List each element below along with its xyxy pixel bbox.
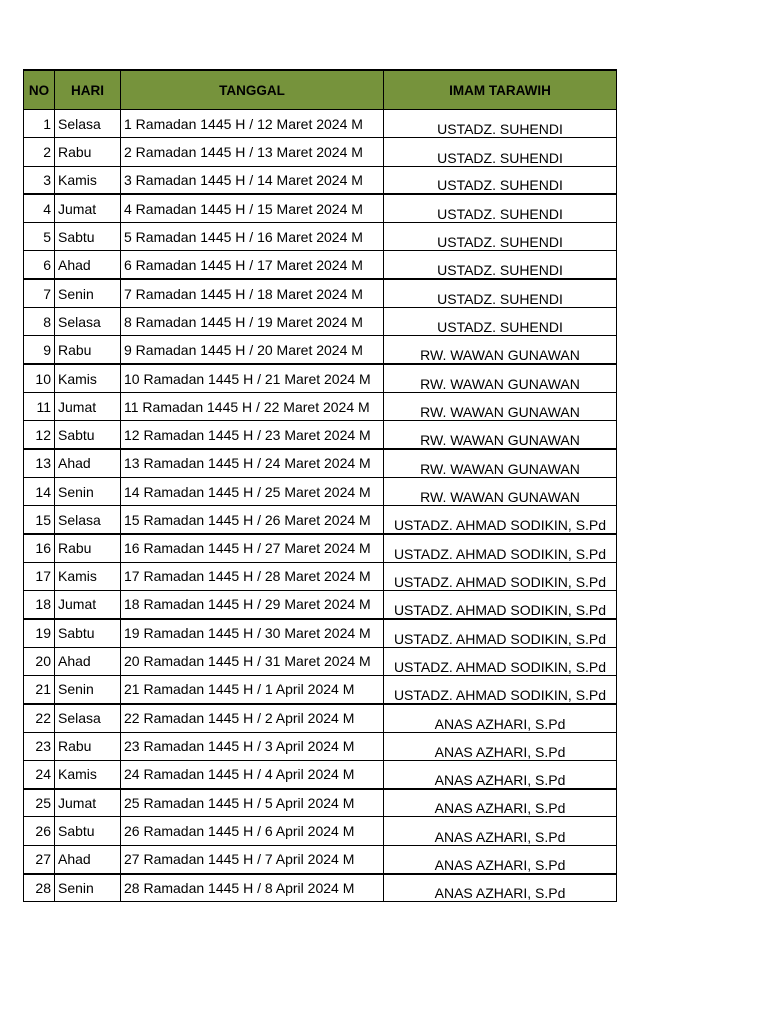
- row-date: 8 Ramadan 1445 H / 19 Maret 2024 M: [121, 308, 384, 336]
- row-day: Selasa: [55, 110, 121, 138]
- row-day: Rabu: [55, 336, 121, 364]
- row-date: 16 Ramadan 1445 H / 27 Maret 2024 M: [121, 534, 384, 562]
- row-number: 3: [24, 166, 55, 194]
- table-row: [24, 817, 617, 845]
- header-row: [24, 70, 617, 110]
- row-day: Jumat: [55, 789, 121, 817]
- row-day: Kamis: [55, 166, 121, 194]
- row-date: 14 Ramadan 1445 H / 25 Maret 2024 M: [121, 477, 384, 505]
- row-date: 26 Ramadan 1445 H / 6 April 2024 M: [121, 817, 384, 845]
- row-number: 2: [24, 138, 55, 166]
- row-date: 5 Ramadan 1445 H / 16 Maret 2024 M: [121, 223, 384, 251]
- row-date: 2 Ramadan 1445 H / 13 Maret 2024 M: [121, 138, 384, 166]
- row-day: Jumat: [55, 392, 121, 420]
- column-header-tanggal: TANGGAL: [121, 70, 384, 110]
- table-row: [24, 477, 617, 505]
- row-imam: USTADZ. SUHENDI: [384, 223, 617, 251]
- row-number: 6: [24, 251, 55, 279]
- row-imam: ANAS AZHARI, S.Pd: [384, 789, 617, 817]
- row-day: Senin: [55, 874, 121, 902]
- row-number: 28: [24, 874, 55, 902]
- row-date: 4 Ramadan 1445 H / 15 Maret 2024 M: [121, 194, 384, 222]
- row-imam: ANAS AZHARI, S.Pd: [384, 874, 617, 902]
- row-imam: USTADZ. AHMAD SODIKIN, S.Pd: [384, 647, 617, 675]
- row-imam: USTADZ. AHMAD SODIKIN, S.Pd: [384, 675, 617, 703]
- row-date: 6 Ramadan 1445 H / 17 Maret 2024 M: [121, 251, 384, 279]
- row-number: 5: [24, 223, 55, 251]
- row-date: 1 Ramadan 1445 H / 12 Maret 2024 M: [121, 110, 384, 138]
- row-imam: USTADZ. SUHENDI: [384, 251, 617, 279]
- row-number: 4: [24, 194, 55, 222]
- row-imam: USTADZ. AHMAD SODIKIN, S.Pd: [384, 534, 617, 562]
- row-day: Rabu: [55, 732, 121, 760]
- row-day: Rabu: [55, 138, 121, 166]
- row-number: 12: [24, 421, 55, 449]
- row-imam: USTADZ. SUHENDI: [384, 166, 617, 194]
- row-number: 10: [24, 364, 55, 392]
- table-row: [24, 562, 617, 590]
- row-number: 19: [24, 619, 55, 647]
- row-day: Ahad: [55, 647, 121, 675]
- table-row: [24, 336, 617, 364]
- table-row: [24, 308, 617, 336]
- row-number: 17: [24, 562, 55, 590]
- row-day: Senin: [55, 477, 121, 505]
- row-number: 7: [24, 279, 55, 307]
- row-imam: RW. WAWAN GUNAWAN: [384, 392, 617, 420]
- row-imam: USTADZ. SUHENDI: [384, 110, 617, 138]
- row-day: Sabtu: [55, 619, 121, 647]
- table-row: [24, 421, 617, 449]
- row-number: 27: [24, 845, 55, 873]
- row-day: Sabtu: [55, 223, 121, 251]
- row-day: Jumat: [55, 591, 121, 619]
- table-row: [24, 874, 617, 902]
- row-day: Selasa: [55, 308, 121, 336]
- row-imam: RW. WAWAN GUNAWAN: [384, 364, 617, 392]
- row-day: Selasa: [55, 704, 121, 732]
- table-row: [24, 110, 617, 138]
- row-date: 17 Ramadan 1445 H / 28 Maret 2024 M: [121, 562, 384, 590]
- row-number: 13: [24, 449, 55, 477]
- row-day: Kamis: [55, 364, 121, 392]
- row-imam: USTADZ. SUHENDI: [384, 308, 617, 336]
- row-imam: USTADZ. SUHENDI: [384, 279, 617, 307]
- table-row: [24, 392, 617, 420]
- row-date: 24 Ramadan 1445 H / 4 April 2024 M: [121, 760, 384, 788]
- row-date: 10 Ramadan 1445 H / 21 Maret 2024 M: [121, 364, 384, 392]
- row-date: 28 Ramadan 1445 H / 8 April 2024 M: [121, 874, 384, 902]
- row-imam: RW. WAWAN GUNAWAN: [384, 449, 617, 477]
- row-date: 13 Ramadan 1445 H / 24 Maret 2024 M: [121, 449, 384, 477]
- row-imam: ANAS AZHARI, S.Pd: [384, 817, 617, 845]
- table-row: [24, 251, 617, 279]
- table-row: [24, 138, 617, 166]
- row-number: 15: [24, 506, 55, 534]
- row-imam: ANAS AZHARI, S.Pd: [384, 845, 617, 873]
- row-imam: USTADZ. AHMAD SODIKIN, S.Pd: [384, 619, 617, 647]
- table-row: [24, 166, 617, 194]
- column-header-hari: HARI: [55, 70, 121, 110]
- row-date: 11 Ramadan 1445 H / 22 Maret 2024 M: [121, 392, 384, 420]
- row-number: 20: [24, 647, 55, 675]
- table-row: [24, 619, 617, 647]
- table-row: [24, 364, 617, 392]
- row-number: 23: [24, 732, 55, 760]
- table-body: [24, 110, 617, 902]
- row-day: Ahad: [55, 251, 121, 279]
- row-day: Rabu: [55, 534, 121, 562]
- row-day: Jumat: [55, 194, 121, 222]
- row-date: 23 Ramadan 1445 H / 3 April 2024 M: [121, 732, 384, 760]
- row-imam: USTADZ. SUHENDI: [384, 194, 617, 222]
- row-number: 22: [24, 704, 55, 732]
- row-number: 25: [24, 789, 55, 817]
- row-imam: USTADZ. SUHENDI: [384, 138, 617, 166]
- row-day: Ahad: [55, 845, 121, 873]
- row-imam: USTADZ. AHMAD SODIKIN, S.Pd: [384, 591, 617, 619]
- table-row: [24, 534, 617, 562]
- table-row: [24, 732, 617, 760]
- row-imam: ANAS AZHARI, S.Pd: [384, 732, 617, 760]
- table-row: [24, 845, 617, 873]
- row-day: Kamis: [55, 562, 121, 590]
- row-number: 1: [24, 110, 55, 138]
- table-row: [24, 591, 617, 619]
- row-day: Senin: [55, 675, 121, 703]
- row-day: Sabtu: [55, 421, 121, 449]
- table-row: [24, 647, 617, 675]
- table-row: [24, 760, 617, 788]
- row-imam: USTADZ. AHMAD SODIKIN, S.Pd: [384, 562, 617, 590]
- table-row: [24, 279, 617, 307]
- row-number: 9: [24, 336, 55, 364]
- column-header-no: NO: [24, 70, 55, 110]
- row-date: 12 Ramadan 1445 H / 23 Maret 2024 M: [121, 421, 384, 449]
- row-imam: RW. WAWAN GUNAWAN: [384, 336, 617, 364]
- row-date: 18 Ramadan 1445 H / 29 Maret 2024 M: [121, 591, 384, 619]
- row-imam: RW. WAWAN GUNAWAN: [384, 477, 617, 505]
- row-date: 7 Ramadan 1445 H / 18 Maret 2024 M: [121, 279, 384, 307]
- row-date: 15 Ramadan 1445 H / 26 Maret 2024 M: [121, 506, 384, 534]
- row-date: 25 Ramadan 1445 H / 5 April 2024 M: [121, 789, 384, 817]
- row-date: 21 Ramadan 1445 H / 1 April 2024 M: [121, 675, 384, 703]
- row-imam: ANAS AZHARI, S.Pd: [384, 760, 617, 788]
- table-row: [24, 506, 617, 534]
- table-row: [24, 675, 617, 703]
- row-day: Senin: [55, 279, 121, 307]
- table-header: [24, 70, 617, 110]
- row-date: 9 Ramadan 1445 H / 20 Maret 2024 M: [121, 336, 384, 364]
- row-date: 22 Ramadan 1445 H / 2 April 2024 M: [121, 704, 384, 732]
- column-header-imam: IMAM TARAWIH: [384, 70, 617, 110]
- row-number: 18: [24, 591, 55, 619]
- row-day: Kamis: [55, 760, 121, 788]
- row-day: Sabtu: [55, 817, 121, 845]
- table-row: [24, 704, 617, 732]
- row-imam: ANAS AZHARI, S.Pd: [384, 704, 617, 732]
- row-number: 14: [24, 477, 55, 505]
- row-day: Ahad: [55, 449, 121, 477]
- row-imam: USTADZ. AHMAD SODIKIN, S.Pd: [384, 506, 617, 534]
- row-date: 20 Ramadan 1445 H / 31 Maret 2024 M: [121, 647, 384, 675]
- row-number: 26: [24, 817, 55, 845]
- row-number: 21: [24, 675, 55, 703]
- row-number: 24: [24, 760, 55, 788]
- row-day: Selasa: [55, 506, 121, 534]
- table-row: [24, 449, 617, 477]
- row-number: 11: [24, 392, 55, 420]
- tarawih-schedule-table: [23, 69, 617, 902]
- table-row: [24, 223, 617, 251]
- row-number: 8: [24, 308, 55, 336]
- row-imam: RW. WAWAN GUNAWAN: [384, 421, 617, 449]
- row-date: 27 Ramadan 1445 H / 7 April 2024 M: [121, 845, 384, 873]
- table-row: [24, 789, 617, 817]
- row-date: 3 Ramadan 1445 H / 14 Maret 2024 M: [121, 166, 384, 194]
- row-number: 16: [24, 534, 55, 562]
- table-row: [24, 194, 617, 222]
- row-date: 19 Ramadan 1445 H / 30 Maret 2024 M: [121, 619, 384, 647]
